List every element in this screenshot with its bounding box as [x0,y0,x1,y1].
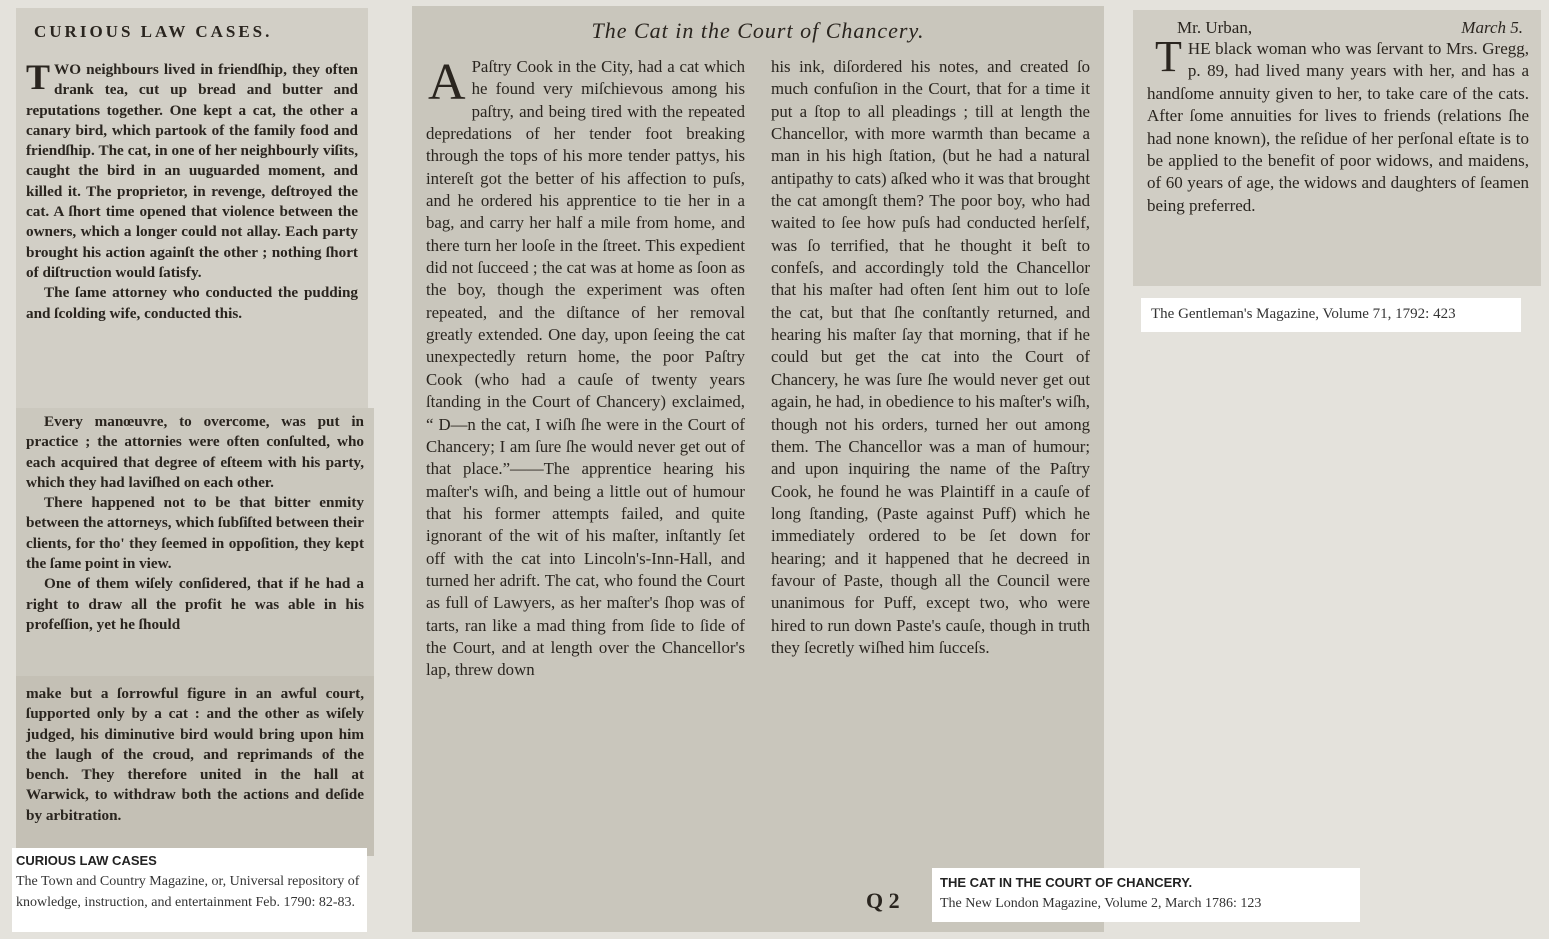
urban-letter-header [1177,18,1523,38]
law-cases-caption [12,848,367,932]
law-cases-clipping-top [16,8,368,408]
urban-letter-date: March 5. [1461,18,1523,37]
law-cases-caption-title: CURIOUS LAW CASES [16,853,157,868]
law-cases-paragraph-4: There happened not to be that bitter enmity between the attorneys, which ſubſiſted between their clients, for tho' they ſeemed in oppoſition, they kept the ſame point in view. [26,494,364,573]
chancery-column-1 [426,56,745,682]
law-cases-caption-source: The Town and Country Magazine, or, Universal repository of knowledge, instruction, and entertainment Feb. 1790: 82-83. [16,874,360,910]
law-cases-paragraph-3: Every manœuvre, to overcome, was put in practice ; the attornies were often conſulted, who each acquired that degree of eſteem with his party, which they had laviſhed on each other. [26,413,364,491]
law-cases-paragraph-5a: One of them wiſely conſidered, that if he had a right to draw all the profit he was able in his profeſſion, yet he ſhould [26,575,364,633]
law-cases-paragraph-1: WO neighbours lived in friendſhip, they often drank tea, cut up bread and butter and reputations together. One kept a cat, the other a canary bird, which partook of the family food and friendſhip. The cat, in one of her neighbourly viſits, caught the bird in an uuguarded moment, and killed it. The proprietor, in revenge, deſtroyed the cat. A ſhort time opened that violence between the owners, which a longer could not allay. Each party brought his action againſt the other ; nothing ſhort of diſtruction would ſatisfy. [26,61,358,281]
law-cases-clipping-bottom [16,676,374,856]
urban-letter-salutation: Mr. Urban, [1177,18,1253,37]
chancery-page-signature: Q 2 [866,888,900,913]
urban-letter-caption [1141,298,1521,332]
urban-letter-drop-cap: T [1155,32,1182,81]
chancery-clipping [412,6,1104,932]
chancery-caption-source: The New London Magazine, Volume 2, March 1786: 123 [940,896,1262,911]
chancery-column-2 [771,56,1090,682]
law-cases-heading: CURIOUS LAW CASES. [34,22,273,41]
law-cases-drop-cap: T [26,57,51,97]
chancery-column-2-text: his ink, diſordered his notes, and created ſo much confuſion in the Court, that for a time it put a ſtop to all pleadings ; till at length the Chancellor, with more warmth than became a man in his high ſtation, (but he had a natural antipathy to cats) aſked who it was that brought the cat amongſt them? The poor boy, who had waited to ſee how puſs had conducted herſelf, was ſo terrified, that he thought it beſt to confeſs, and accordingly told the Chancellor that his maſter had often ſent him out to loſe the cat, but that ſhe conſtantly returned, and hearing his maſter ſay that morning, that if he could but get the cat into the Court of Chancery, he was ſure ſhe would never get out again, he had, in obedience to his maſter's wiſh, though not his orders, turned her out among them. The Chancellor was a man of humour; and upon inquiring the name of the Paſtry Cook, he found he was Plaintiff in a cauſe of long ſtanding, (Paste against Puff) which he immediately ordered to be ſet down for hearing; and it happened that he decreed in favour of Paste, though all the Council were unanimous for Puff, except two, who were hired to run down Paste's cauſe, though in truth they ſecretly wiſhed him ſucceſs. [771,57,1090,657]
chancery-drop-cap: A [428,54,466,111]
chancery-caption-title: THE CAT IN THE COURT OF CHANCERY. [940,875,1193,890]
law-cases-paragraph-2: The ſame attorney who conducted the pudding and ſcolding wife, conducted this. [26,284,358,322]
urban-letter-caption-source: The Gentleman's Magazine, Volume 71, 1792: 423 [1151,306,1456,322]
chancery-column-1-text: Paſtry Cook in the City, had a cat which he found very miſchievous among his paſtry, and being tired with the repeated depredations of her tender foot breaking through the tops of his more tender pattys, his intereſt got the better of his affection to puſs, and he ordered his apprentice to tie her in a bag, and carry her half a mile from home, and there turn her looſe in the ſtreet. This expedient did not ſucceed ; the cat was at home as ſoon as the boy, though the experiment was often repeated, and the diſtance of her removal greatly extended. One day, upon ſeeing the cat unexpectedly return home, the poor Paſtry Cook (who had a cauſe of twenty years ſtanding in the Court of Chancery) exclaimed, “ D—n the cat, I wiſh ſhe were in the Court of Chancery; I am ſure ſhe would never get out of that place.”——The apprentice hearing his maſter's wiſh, and being a little out of humour that his former attempts failed, and quite ignorant of the wit of his maſter, inſtantly ſet off with the cat into Lincoln's-Inn-Hall, and turned her adrift. The cat, who found the Court as full of Lawyers, as her maſter's ſhop was of tarts, ran like a mad thing from ſide to ſide of the Court, and at length over the Chancellor's lap, threw down [426,57,745,680]
chancery-caption [932,868,1360,922]
law-cases-clipping-middle [16,408,374,676]
urban-letter-body: HE black woman who was ſervant to Mrs. Gregg, p. 89, had lived many years with her, and has a handſome annuity given to her, to take care of the cats. After ſome annuities for lives to friends (relations ſhe had none known), the reſidue of her perſonal eſtate is to be applied to the benefit of poor widows, and maidens, of 60 years of age, the widows and daughters of ſeamen being preferred. [1147,39,1529,215]
law-cases-paragraph-5b: make but a ſorrowful figure in an awful court, ſupported only by a cat : and the other as wiſely judged, his diminutive bird would bring upon him the laugh of the croud, and reprimands of the bench. They therefore united in the hall at Warwick, to withdraw both the actions and deſide by arbitration. [26,685,364,824]
urban-letter-clipping [1133,10,1541,286]
chancery-heading: The Cat in the Court of Chancery. [591,18,925,43]
